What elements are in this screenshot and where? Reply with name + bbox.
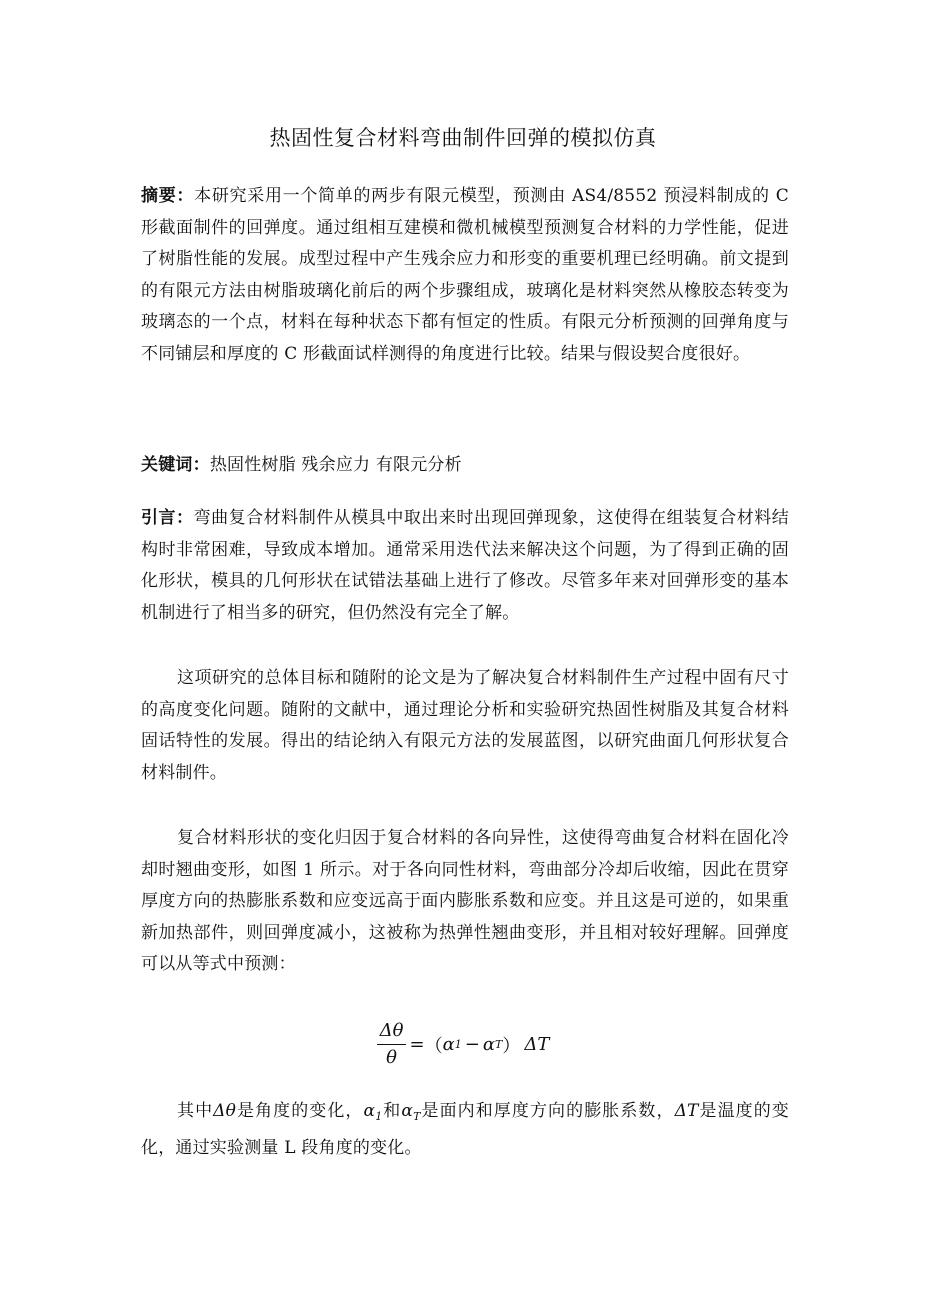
equation-minus: − (464, 1034, 480, 1055)
para3-text-2: 是角度的变化， (236, 1101, 364, 1121)
body-paragraph-1: 这项研究的总体目标和随附的论文是为了解决复合材料制件生产过程中固有尺寸的高度变化问题。随附的文献中，通过理论分析和实验研究热固性树脂及其复合材料固话特性的发展。得出的结论纳入有限元方法的发展蓝图，以研究曲面几何形状复合材料制件。 (141, 668, 789, 783)
abstract-section (141, 181, 789, 371)
para3-delta-T: ΔT (674, 1101, 699, 1121)
equation-alpha-1: α (442, 1034, 455, 1055)
keywords-text: 热固性树脂 残余应力 有限元分析 (209, 455, 462, 475)
keywords-section (141, 450, 789, 482)
springback-equation (0, 1020, 926, 1069)
equation-denominator: θ (386, 1047, 397, 1068)
para3-text-4: 是面内和厚度方向的膨胀系数， (420, 1101, 675, 1121)
body-paragraph-3 (141, 1096, 789, 1164)
para3-alpha-T: α (401, 1101, 414, 1121)
equation-sub-1: 1 (454, 1038, 462, 1051)
abstract-text: 本研究采用一个简单的两步有限元模型，预测由 AS4/8552 预浸料制成的 C 形截面制件的回弹度。通过组相互建模和微机械模型预测复合材料的力学性能，促进了树脂性能的发展。成型过程中产生残余应力和形变的重要机理已经明确。前文提到的有限元方法由树脂玻璃化前后的两个步骤组成，玻璃化是材料突然从橡胶态转变为玻璃态的一个点，材料在每种状态下都有恒定的性质。有限元分析预测的回弹角度与不同铺层和厚度的 C 形截面试样测得的角度进行比较。结果与假设契合度很好。 (141, 186, 790, 364)
introduction-section (141, 503, 789, 629)
para3-text-5: 是温度的变化，通过实验测量 L 段角度的变化。 (141, 1101, 789, 1158)
para3-text-1: 其中 (177, 1101, 214, 1121)
abstract-label: 摘要： (141, 186, 195, 206)
para3-text-3: 和 (382, 1101, 402, 1121)
para3-alpha-T-sub: T (413, 1110, 421, 1123)
equation-paren-open: （ (424, 1035, 443, 1057)
introduction-label: 引言： (141, 508, 194, 528)
equation-fraction (377, 1020, 407, 1069)
introduction-text: 弯曲复合材料制件从模具中取出来时出现回弹现象，这使得在组装复合材料结构时非常困难，导致成本增加。通常采用迭代法来解决这个问题，为了得到正确的固化形状，模具的几何形状在试错法基础上进行了修改。尽管多年来对回弹形变的基本机制进行了相当多的研究，但仍然没有完全了解。 (141, 508, 789, 623)
equation-alpha-T: α (482, 1034, 495, 1055)
para3-alpha-1: α (363, 1101, 376, 1121)
body-paragraph-2: 复合材料形状的变化归因于复合材料的各向异性，这使得弯曲复合材料在固化冷却时翘曲变形，如图 1 所示。对于各向同性材料，弯曲部分冷却后收缩，因此在贯穿厚度方向的热膨胀系数和应变远高于面内膨胀系数和应变。并且这是可逆的，如果重新加热部件，则回弹度减小，这被称为热弹性翘曲变形，并且相对较好理解。回弹度可以从等式中预测： (141, 828, 789, 975)
paper-title: 热固性复合材料弯曲制件回弹的模拟仿真 (269, 126, 657, 150)
equation-delta-T: ΔT (524, 1034, 550, 1055)
equation-equals: = (409, 1034, 425, 1055)
equation-numerator: Δθ (377, 1020, 407, 1045)
para3-delta-theta: Δθ (213, 1101, 237, 1121)
equation-sub-T: T (494, 1038, 503, 1051)
para3-alpha-1-sub: 1 (375, 1110, 383, 1123)
keywords-label: 关键词： (141, 455, 210, 475)
equation-paren-close: ） (502, 1035, 521, 1057)
